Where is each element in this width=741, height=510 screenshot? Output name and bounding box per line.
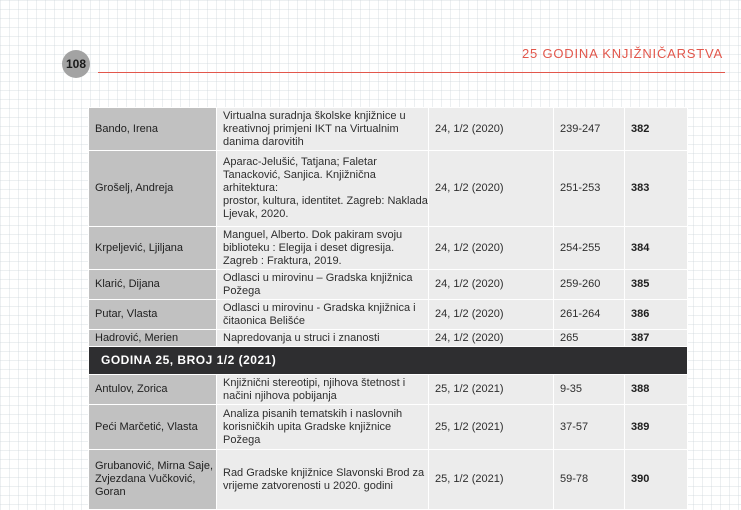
author-cell: Antulov, Zorica	[89, 375, 217, 405]
title-cell: Odlasci u mirovinu – Gradska knjižnica Požega	[217, 270, 429, 300]
table-row	[89, 300, 688, 330]
bibliography-table	[88, 107, 688, 510]
entry-number-cell: 387	[625, 330, 688, 347]
table-row	[89, 108, 688, 151]
pages-cell: 9-35	[554, 375, 625, 405]
author-cell: Klarić, Dijana	[89, 270, 217, 300]
entry-number-cell: 388	[625, 375, 688, 405]
issue-cell: 25, 1/2 (2021)	[429, 375, 554, 405]
pages-cell: 251-253	[554, 151, 625, 227]
issue-cell: 25, 1/2 (2021)	[429, 405, 554, 450]
author-cell: Hadrović, Merien	[89, 330, 217, 347]
pages-cell: 239-247	[554, 108, 625, 151]
page-number: 108	[62, 50, 90, 78]
section-heading-row	[89, 347, 688, 375]
table-row	[89, 375, 688, 405]
author-cell: Grubanović, Mirna Saje, Zvjezdana Vučković, Goran	[89, 450, 217, 510]
header-rule	[98, 72, 725, 73]
issue-cell: 25, 1/2 (2021)	[429, 450, 554, 510]
title-cell: Napredovanja u struci i znanosti	[217, 330, 429, 347]
running-header: 25 GODINA KNJIŽNIČARSTVA	[522, 46, 723, 61]
pages-cell: 261-264	[554, 300, 625, 330]
entry-number-cell: 384	[625, 227, 688, 270]
title-cell: Knjižnični stereotipi, njihova štetnost i načini njihova pobijanja	[217, 375, 429, 405]
pages-cell: 59-78	[554, 450, 625, 510]
pages-cell: 37-57	[554, 405, 625, 450]
table-row	[89, 227, 688, 270]
table-row	[89, 330, 688, 347]
author-cell: Peći Marčetić, Vlasta	[89, 405, 217, 450]
entry-number-cell: 390	[625, 450, 688, 510]
author-cell: Grošelj, Andreja	[89, 151, 217, 227]
issue-cell: 24, 1/2 (2020)	[429, 151, 554, 227]
table-row	[89, 270, 688, 300]
table-row	[89, 151, 688, 227]
title-cell: Analiza pisanih tematskih i naslovnih korisničkih upita Gradske knjižnice Požega	[217, 405, 429, 450]
issue-cell: 24, 1/2 (2020)	[429, 270, 554, 300]
table-row	[89, 405, 688, 450]
author-cell: Putar, Vlasta	[89, 300, 217, 330]
title-cell: Virtualna suradnja školske knjižnice u kreativnoj primjeni IKT na Virtualnim danima darovitih	[217, 108, 429, 151]
title-cell: Aparac-Jelušić, Tatjana; Faletar Tanacković, Sanjica. Knjižnična arhitektura: prostor, kultura, identitet. Zagreb: Naklada Ljevak, 2020.	[217, 151, 429, 227]
entry-number-cell: 385	[625, 270, 688, 300]
entry-number-cell: 383	[625, 151, 688, 227]
author-cell: Bando, Irena	[89, 108, 217, 151]
pages-cell: 265	[554, 330, 625, 347]
title-cell: Rad Gradske knjižnice Slavonski Brod za vrijeme zatvorenosti u 2020. godini	[217, 450, 429, 510]
table-row	[89, 450, 688, 510]
issue-cell: 24, 1/2 (2020)	[429, 300, 554, 330]
issue-cell: 24, 1/2 (2020)	[429, 227, 554, 270]
issue-cell: 24, 1/2 (2020)	[429, 330, 554, 347]
pages-cell: 259-260	[554, 270, 625, 300]
author-cell: Krpeljević, Ljiljana	[89, 227, 217, 270]
pages-cell: 254-255	[554, 227, 625, 270]
entry-number-cell: 386	[625, 300, 688, 330]
section-heading: GODINA 25, BROJ 1/2 (2021)	[89, 347, 688, 375]
issue-cell: 24, 1/2 (2020)	[429, 108, 554, 151]
title-cell: Manguel, Alberto. Dok pakiram svoju biblioteku : Elegija i deset digresija. Zagreb : Fraktura, 2019.	[217, 227, 429, 270]
entry-number-cell: 382	[625, 108, 688, 151]
title-cell: Odlasci u mirovinu - Gradska knjižnica i čitaonica Belišće	[217, 300, 429, 330]
entry-number-cell: 389	[625, 405, 688, 450]
